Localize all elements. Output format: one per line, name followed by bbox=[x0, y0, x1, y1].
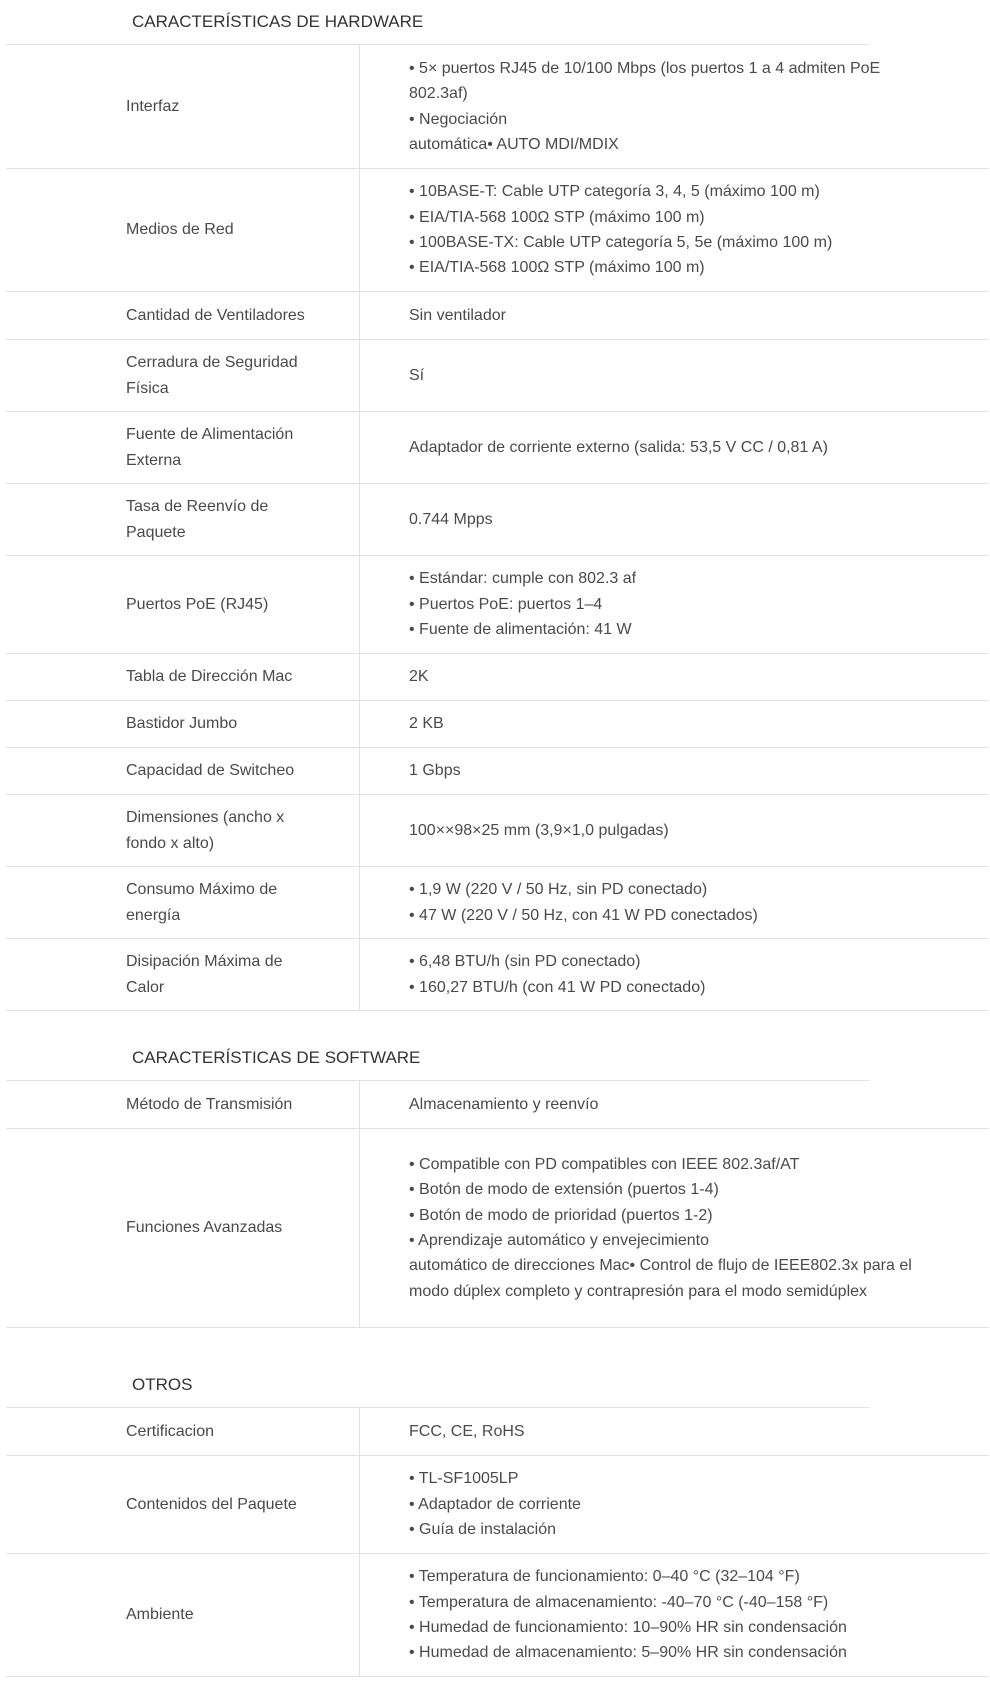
spec-value-line: 2K bbox=[409, 668, 429, 686]
spec-label: Contenidos del Paquete bbox=[6, 1456, 360, 1553]
spec-value bbox=[360, 795, 989, 866]
spec-label: Medios de Red bbox=[6, 169, 360, 291]
section-gap bbox=[0, 1011, 990, 1037]
spec-value-line: Sí bbox=[409, 366, 425, 384]
spec-value-line: • Botón de modo de prioridad (puertos 1-2) bbox=[409, 1206, 713, 1224]
spec-value-line: • EIA/TIA-568 100Ω STP (máximo 100 m) bbox=[409, 208, 705, 226]
spec-label: Consumo Máximo de energía bbox=[6, 867, 360, 938]
spec-row bbox=[6, 45, 989, 169]
spec-value bbox=[360, 1408, 989, 1455]
spec-value bbox=[360, 292, 989, 339]
spec-value-line: automática• AUTO MDI/MDIX bbox=[409, 135, 619, 153]
spec-value-line: • TL-SF1005LP bbox=[409, 1470, 519, 1488]
spec-value-line: Sin ventilador bbox=[409, 306, 506, 324]
spec-table bbox=[6, 1081, 989, 1328]
section-gap bbox=[0, 1328, 990, 1364]
spec-row bbox=[6, 795, 989, 867]
spec-value bbox=[360, 412, 989, 483]
spec-row bbox=[6, 412, 989, 484]
spec-label: Ambiente bbox=[6, 1554, 360, 1676]
spec-value-line: • Temperatura de funcionamiento: 0–40 °C (32–104 °F) bbox=[409, 1568, 800, 1586]
spec-row bbox=[6, 556, 989, 654]
spec-value-line: • 5× puertos RJ45 de 10/100 Mbps (los puertos 1 a 4 admiten PoE 802.3af) bbox=[409, 59, 881, 103]
spec-row bbox=[6, 1129, 989, 1328]
spec-value-line: 2 KB bbox=[409, 715, 444, 733]
spec-value bbox=[360, 867, 989, 938]
spec-value bbox=[360, 939, 989, 1010]
spec-value-line: 1 Gbps bbox=[409, 762, 461, 780]
section-title: OTROS bbox=[6, 1364, 869, 1408]
spec-row bbox=[6, 1456, 989, 1554]
spec-row bbox=[6, 1554, 989, 1677]
spec-row bbox=[6, 654, 989, 701]
spec-value bbox=[360, 748, 989, 794]
spec-value-line: • Estándar: cumple con 802.3 af bbox=[409, 570, 637, 588]
spec-value-line: Adaptador de corriente externo (salida: 53,5 V CC / 0,81 A) bbox=[409, 438, 828, 456]
spec-value-line: • Fuente de alimentación: 41 W bbox=[409, 621, 632, 639]
spec-value-line: • 6,48 BTU/h (sin PD conectado) bbox=[409, 953, 641, 971]
spec-row bbox=[6, 1408, 989, 1456]
spec-row bbox=[6, 701, 989, 748]
spec-value-line: • Negociación bbox=[409, 110, 508, 128]
spec-label: Bastidor Jumbo bbox=[6, 701, 360, 747]
spec-row bbox=[6, 292, 989, 340]
spec-value bbox=[360, 1129, 989, 1327]
spec-value bbox=[360, 1456, 989, 1553]
spec-label: Cerradura de Seguridad Física bbox=[6, 340, 360, 411]
spec-row bbox=[6, 484, 989, 556]
spec-label: Cantidad de Ventiladores bbox=[6, 292, 360, 339]
spec-table bbox=[6, 1408, 989, 1677]
spec-value-line: • Guía de instalación bbox=[409, 1521, 557, 1539]
spec-value-line: • Humedad de funcionamiento: 10–90% HR sin condensación bbox=[409, 1619, 847, 1636]
spec-value-line: • 160,27 BTU/h (con 41 W PD conectado) bbox=[409, 978, 706, 996]
spec-value-line: • Botón de modo de extensión (puertos 1-4) bbox=[409, 1181, 719, 1199]
spec-row bbox=[6, 1081, 989, 1129]
spec-label: Capacidad de Switcheo bbox=[6, 748, 360, 794]
spec-row bbox=[6, 169, 989, 292]
spec-value-line: • Puertos PoE: puertos 1–4 bbox=[409, 595, 603, 613]
spec-label: Interfaz bbox=[6, 45, 360, 168]
spec-value-line: • 47 W (220 V / 50 Hz, con 41 W PD conectados) bbox=[409, 906, 758, 924]
spec-value bbox=[360, 701, 989, 747]
spec-value bbox=[360, 484, 989, 555]
spec-value-line: 0.744 Mpps bbox=[409, 510, 493, 528]
spec-value bbox=[360, 169, 989, 291]
spec-value bbox=[360, 340, 989, 411]
spec-value bbox=[360, 45, 989, 168]
spec-value-line: 100××98×25 mm (3,9×1,0 pulgadas) bbox=[409, 821, 669, 839]
spec-label: Tabla de Dirección Mac bbox=[6, 654, 360, 700]
spec-label: Disipación Máxima de Calor bbox=[6, 939, 360, 1010]
spec-value-line: • Compatible con PD compatibles con IEEE 802.3af/AT bbox=[409, 1155, 800, 1173]
spec-row bbox=[6, 340, 989, 412]
spec-value-line: automático de direcciones Mac• Control de flujo de IEEE802.3x para el modo dúplex completo y contrapresión para el modo semidúplex bbox=[409, 1257, 912, 1300]
spec-row bbox=[6, 748, 989, 795]
spec-label: Tasa de Reenvío de Paquete bbox=[6, 484, 360, 555]
spec-value-line: • Aprendizaje automático y envejecimiento bbox=[409, 1232, 709, 1249]
spec-value-line: • Humedad de almacenamiento: 5–90% HR sin condensación bbox=[409, 1644, 847, 1662]
spec-value-line: • 100BASE-TX: Cable UTP categoría 5, 5e (máximo 100 m) bbox=[409, 234, 833, 251]
spec-label: Certificacion bbox=[6, 1408, 360, 1455]
spec-value-line: • EIA/TIA-568 100Ω STP (máximo 100 m) bbox=[409, 259, 705, 277]
spec-value-line: • Temperatura de almacenamiento: -40–70 °C (-40–158 °F) bbox=[409, 1593, 829, 1611]
spec-value bbox=[360, 654, 989, 700]
spec-label: Puertos PoE (RJ45) bbox=[6, 556, 360, 653]
spec-table bbox=[6, 45, 989, 1011]
spec-value-line: FCC, CE, RoHS bbox=[409, 1422, 525, 1440]
spec-row bbox=[6, 867, 989, 939]
spec-value bbox=[360, 1554, 989, 1676]
spec-row bbox=[6, 939, 989, 1011]
spec-value-line: • 10BASE-T: Cable UTP categoría 3, 4, 5 (máximo 100 m) bbox=[409, 183, 820, 201]
spec-value-line: • 1,9 W (220 V / 50 Hz, sin PD conectado) bbox=[409, 881, 708, 899]
spec-label: Método de Transmisión bbox=[6, 1081, 360, 1128]
spec-value-line: Almacenamiento y reenvío bbox=[409, 1095, 599, 1113]
spec-value-line: • Adaptador de corriente bbox=[409, 1495, 581, 1513]
section-title: CARACTERÍSTICAS DE HARDWARE bbox=[6, 0, 869, 45]
spec-value bbox=[360, 1081, 989, 1128]
spec-label: Fuente de Alimentación Externa bbox=[6, 412, 360, 483]
spec-label: Funciones Avanzadas bbox=[6, 1129, 360, 1327]
spec-label: Dimensiones (ancho x fondo x alto) bbox=[6, 795, 360, 866]
spec-value bbox=[360, 556, 989, 653]
section-title: CARACTERÍSTICAS DE SOFTWARE bbox=[6, 1037, 869, 1081]
